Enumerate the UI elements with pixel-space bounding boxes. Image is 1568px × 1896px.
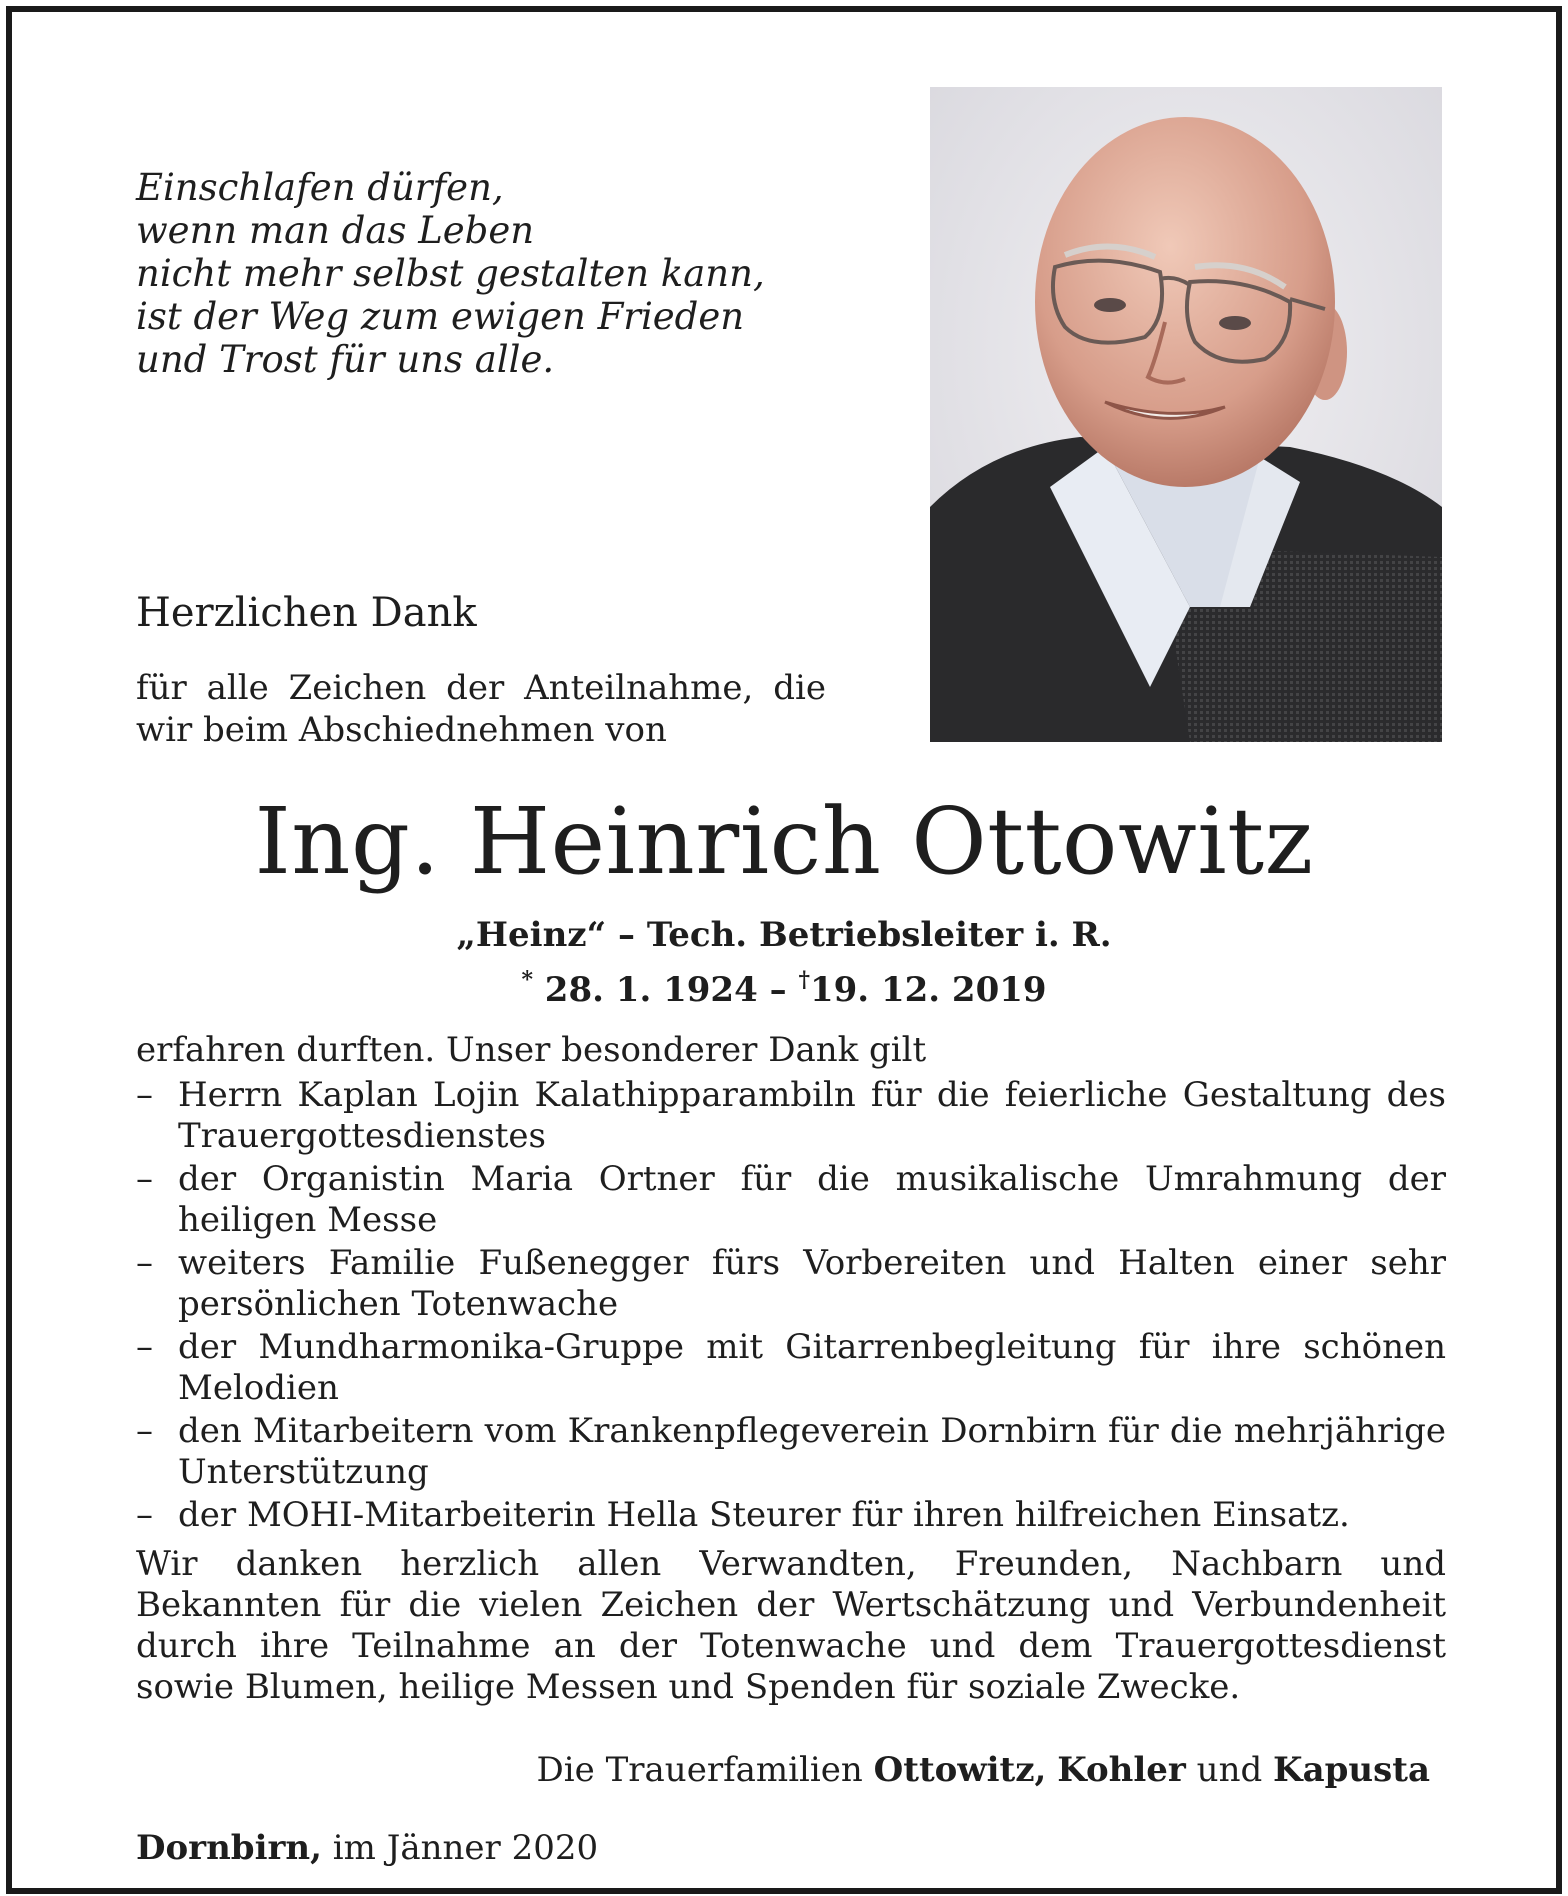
list-dash: –: [136, 1327, 153, 1367]
list-item-text: der Mundharmonika-Gruppe mit Gitarrenbegleitung für ihre schönen Melodien: [178, 1327, 1446, 1408]
death-date: 19. 12. 2019: [809, 970, 1047, 1010]
list-item-text: der Organistin Maria Ortner für die musikalische Umrahmung der heiligen Messe: [178, 1159, 1446, 1240]
obituary-frame: [6, 6, 1562, 1894]
signature-conjunction: und: [1196, 1750, 1263, 1790]
motto-line: ist der Weg zum ewigen Frieden: [136, 295, 745, 338]
motto-line: Einschlafen dürfen,: [136, 166, 504, 209]
life-dates: [12, 960, 1556, 1010]
place-city: Dornbirn,: [136, 1828, 322, 1868]
motto-line: wenn man das Leben: [136, 209, 535, 252]
family-name: Kohler: [1057, 1750, 1186, 1790]
list-item: [136, 1411, 1446, 1493]
list-item-text: Herrn Kaplan Lojin Kalathipparambiln für die feierliche Gestaltung des Trauergottesdienstes: [178, 1075, 1446, 1156]
portrait-illustration: [930, 87, 1442, 742]
intro-line: für alle Zeichen der Anteilnahme, die: [136, 668, 826, 708]
family-name: Ottowitz,: [873, 1750, 1047, 1790]
family-name: Kapusta: [1273, 1750, 1430, 1790]
thanks-heading: Herzlichen Dank: [136, 590, 477, 636]
thanks-list: [136, 1075, 1446, 1536]
birth-symbol: *: [521, 967, 533, 993]
list-item: [136, 1159, 1446, 1241]
motto-poem: [136, 166, 765, 381]
list-item-text: weiters Familie Fußenegger fürs Vorbereiten und Halten einer sehr persönlichen Totenwache: [178, 1243, 1446, 1324]
list-item: [136, 1075, 1446, 1157]
list-item: [136, 1495, 1446, 1536]
list-dash: –: [136, 1243, 153, 1283]
deceased-nickname-title: „Heinz“ – Tech. Betriebsleiter i. R.: [456, 915, 1112, 955]
list-dash: –: [136, 1075, 153, 1115]
list-item: [136, 1243, 1446, 1325]
list-dash: –: [136, 1495, 153, 1535]
death-symbol: †: [798, 967, 810, 993]
date-dash: –: [769, 970, 787, 1010]
list-dash: –: [136, 1411, 153, 1451]
birth-date: 28. 1. 1924: [544, 970, 758, 1010]
thanks-lead: erfahren durften. Unser besonderer Dank gilt: [136, 1030, 927, 1070]
intro-text: [136, 667, 826, 751]
list-dash: –: [136, 1159, 153, 1199]
portrait-photo: [930, 87, 1442, 742]
list-item-text: den Mitarbeitern vom Krankenpflegeverein Dornbirn für die mehrjährige Unterstützung: [178, 1411, 1446, 1492]
deceased-name: Ing. Heinrich Ottowitz: [254, 788, 1314, 895]
intro-line: wir beim Abschiednehmen von: [136, 710, 667, 750]
closing-paragraph: Wir danken herzlich allen Verwandten, Freunden, Nachbarn und Bekannten für die vielen Zeichen der Wertschätzung und Verbundenheit durch ihre Teilnahme an der Totenwache und dem Trauergottesdienst sowie Blumen, heilige Messen und Spenden für soziale Zwecke.: [136, 1544, 1446, 1707]
list-item: [136, 1327, 1446, 1409]
signature-prefix: Die Trauerfamilien: [536, 1750, 863, 1790]
thanks-body: [136, 1030, 1446, 1708]
motto-line: und Trost für uns alle.: [136, 338, 555, 381]
list-item-text: der MOHI-Mitarbeiterin Hella Steurer für ihren hilfreichen Einsatz.: [178, 1495, 1350, 1535]
motto-line: nicht mehr selbst gestalten kann,: [136, 252, 765, 295]
place-date-text: im Jänner 2020: [332, 1828, 599, 1868]
place-date: [136, 1828, 598, 1868]
signature-line: [537, 1750, 1430, 1790]
